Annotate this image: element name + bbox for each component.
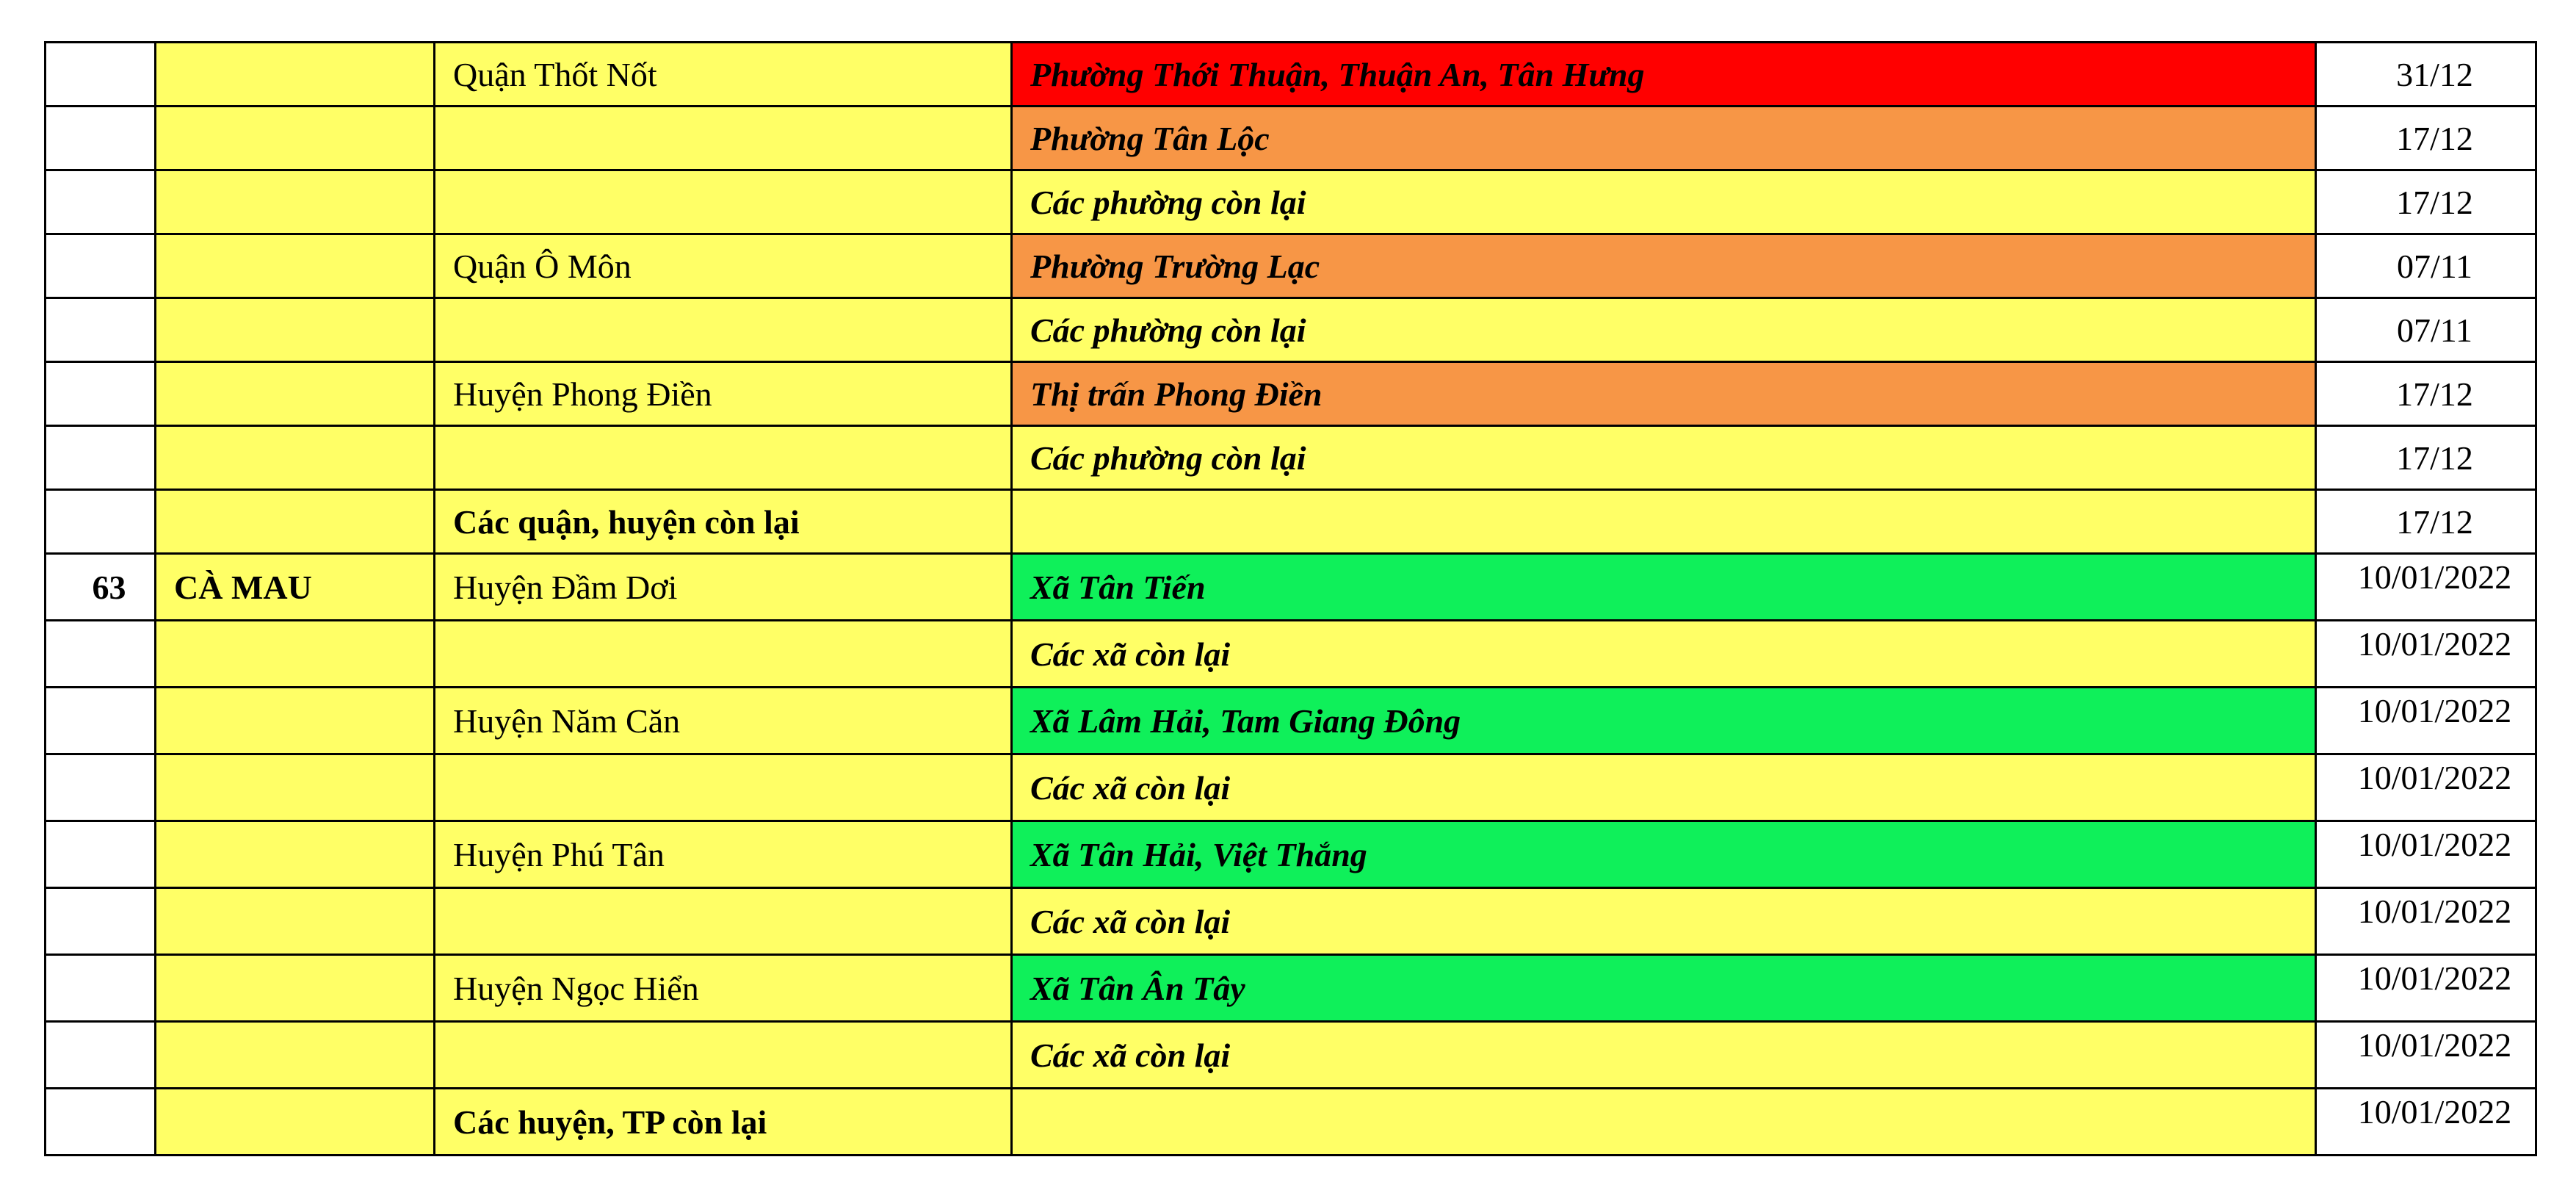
- date-cell: 10/01/2022: [2316, 1022, 2536, 1089]
- province-cell: [156, 298, 435, 362]
- ward-cell: Các xã còn lại: [1012, 621, 2316, 688]
- stt-cell: [46, 234, 156, 298]
- date-cell: 17/12: [2316, 107, 2536, 170]
- table-row: [46, 821, 2536, 888]
- date-cell: 31/12: [2316, 43, 2536, 107]
- district-cell: [435, 107, 1012, 170]
- district-cell: Quận Ô Môn: [435, 234, 1012, 298]
- table-row: [46, 688, 2536, 754]
- stt-cell: [46, 170, 156, 234]
- province-cell: [156, 821, 435, 888]
- ward-cell: Xã Tân Hải, Việt Thắng: [1012, 821, 2316, 888]
- province-cell: [156, 170, 435, 234]
- province-cell: [156, 621, 435, 688]
- epidemic-level-table: [44, 41, 2537, 1156]
- ward-cell: Các phường còn lại: [1012, 426, 2316, 490]
- stt-cell: [46, 754, 156, 821]
- stt-cell: [46, 298, 156, 362]
- table-row: [46, 362, 2536, 426]
- province-cell: [156, 490, 435, 554]
- date-cell: 10/01/2022: [2316, 688, 2536, 754]
- district-cell: Huyện Đầm Dơi: [435, 554, 1012, 621]
- table-row: [46, 490, 2536, 554]
- date-cell: 10/01/2022: [2316, 621, 2536, 688]
- province-cell: [156, 426, 435, 490]
- province-cell: [156, 888, 435, 955]
- date-cell: 10/01/2022: [2316, 1089, 2536, 1156]
- district-cell: [435, 621, 1012, 688]
- stt-cell: [46, 490, 156, 554]
- table-row: [46, 426, 2536, 490]
- district-cell: Huyện Ngọc Hiển: [435, 955, 1012, 1022]
- table-row: [46, 234, 2536, 298]
- ward-cell: Các xã còn lại: [1012, 754, 2316, 821]
- province-cell: CÀ MAU: [156, 554, 435, 621]
- table-row: [46, 1022, 2536, 1089]
- ward-cell: Phường Trường Lạc: [1012, 234, 2316, 298]
- ward-cell: [1012, 490, 2316, 554]
- date-cell: 10/01/2022: [2316, 554, 2536, 621]
- stt-cell: [46, 688, 156, 754]
- district-cell: Quận Thốt Nốt: [435, 43, 1012, 107]
- ward-cell: Xã Tân Ân Tây: [1012, 955, 2316, 1022]
- date-cell: 07/11: [2316, 298, 2536, 362]
- province-cell: [156, 1089, 435, 1156]
- stt-cell: [46, 955, 156, 1022]
- date-cell: 10/01/2022: [2316, 888, 2536, 955]
- province-cell: [156, 754, 435, 821]
- table-body: [46, 43, 2536, 1156]
- ward-cell: Xã Lâm Hải, Tam Giang Đông: [1012, 688, 2316, 754]
- ward-cell: Thị trấn Phong Điền: [1012, 362, 2316, 426]
- table-row: [46, 170, 2536, 234]
- date-cell: 17/12: [2316, 170, 2536, 234]
- date-cell: 10/01/2022: [2316, 821, 2536, 888]
- province-cell: [156, 688, 435, 754]
- district-cell: [435, 1022, 1012, 1089]
- table-row: [46, 298, 2536, 362]
- province-cell: [156, 234, 435, 298]
- ward-cell: Phường Thới Thuận, Thuận An, Tân Hưng: [1012, 43, 2316, 107]
- date-cell: 17/12: [2316, 490, 2536, 554]
- table-row: [46, 888, 2536, 955]
- table-row: [46, 955, 2536, 1022]
- ward-cell: Các phường còn lại: [1012, 298, 2316, 362]
- stt-cell: [46, 821, 156, 888]
- stt-cell: 63: [46, 554, 156, 621]
- province-cell: [156, 955, 435, 1022]
- district-cell: Các quận, huyện còn lại: [435, 490, 1012, 554]
- table-row: [46, 754, 2536, 821]
- stt-cell: [46, 43, 156, 107]
- district-cell: Huyện Năm Căn: [435, 688, 1012, 754]
- stt-cell: [46, 621, 156, 688]
- district-cell: Các huyện, TP còn lại: [435, 1089, 1012, 1156]
- ward-cell: Các xã còn lại: [1012, 888, 2316, 955]
- district-cell: [435, 888, 1012, 955]
- district-cell: [435, 754, 1012, 821]
- province-cell: [156, 1022, 435, 1089]
- stt-cell: [46, 1089, 156, 1156]
- ward-cell: [1012, 1089, 2316, 1156]
- table-row: [46, 107, 2536, 170]
- ward-cell: Các xã còn lại: [1012, 1022, 2316, 1089]
- stt-cell: [46, 1022, 156, 1089]
- district-cell: [435, 170, 1012, 234]
- stt-cell: [46, 362, 156, 426]
- table-row: [46, 43, 2536, 107]
- table-row: [46, 621, 2536, 688]
- date-cell: 10/01/2022: [2316, 754, 2536, 821]
- district-cell: [435, 298, 1012, 362]
- province-cell: [156, 107, 435, 170]
- ward-cell: Xã Tân Tiến: [1012, 554, 2316, 621]
- district-cell: Huyện Phong Điền: [435, 362, 1012, 426]
- date-cell: 17/12: [2316, 362, 2536, 426]
- ward-cell: Các phường còn lại: [1012, 170, 2316, 234]
- province-cell: [156, 43, 435, 107]
- table-row: [46, 554, 2536, 621]
- stt-cell: [46, 888, 156, 955]
- date-cell: 17/12: [2316, 426, 2536, 490]
- ward-cell: Phường Tân Lộc: [1012, 107, 2316, 170]
- province-cell: [156, 362, 435, 426]
- table-row: [46, 1089, 2536, 1156]
- date-cell: 07/11: [2316, 234, 2536, 298]
- stt-cell: [46, 107, 156, 170]
- district-cell: [435, 426, 1012, 490]
- district-cell: Huyện Phú Tân: [435, 821, 1012, 888]
- stt-cell: [46, 426, 156, 490]
- date-cell: 10/01/2022: [2316, 955, 2536, 1022]
